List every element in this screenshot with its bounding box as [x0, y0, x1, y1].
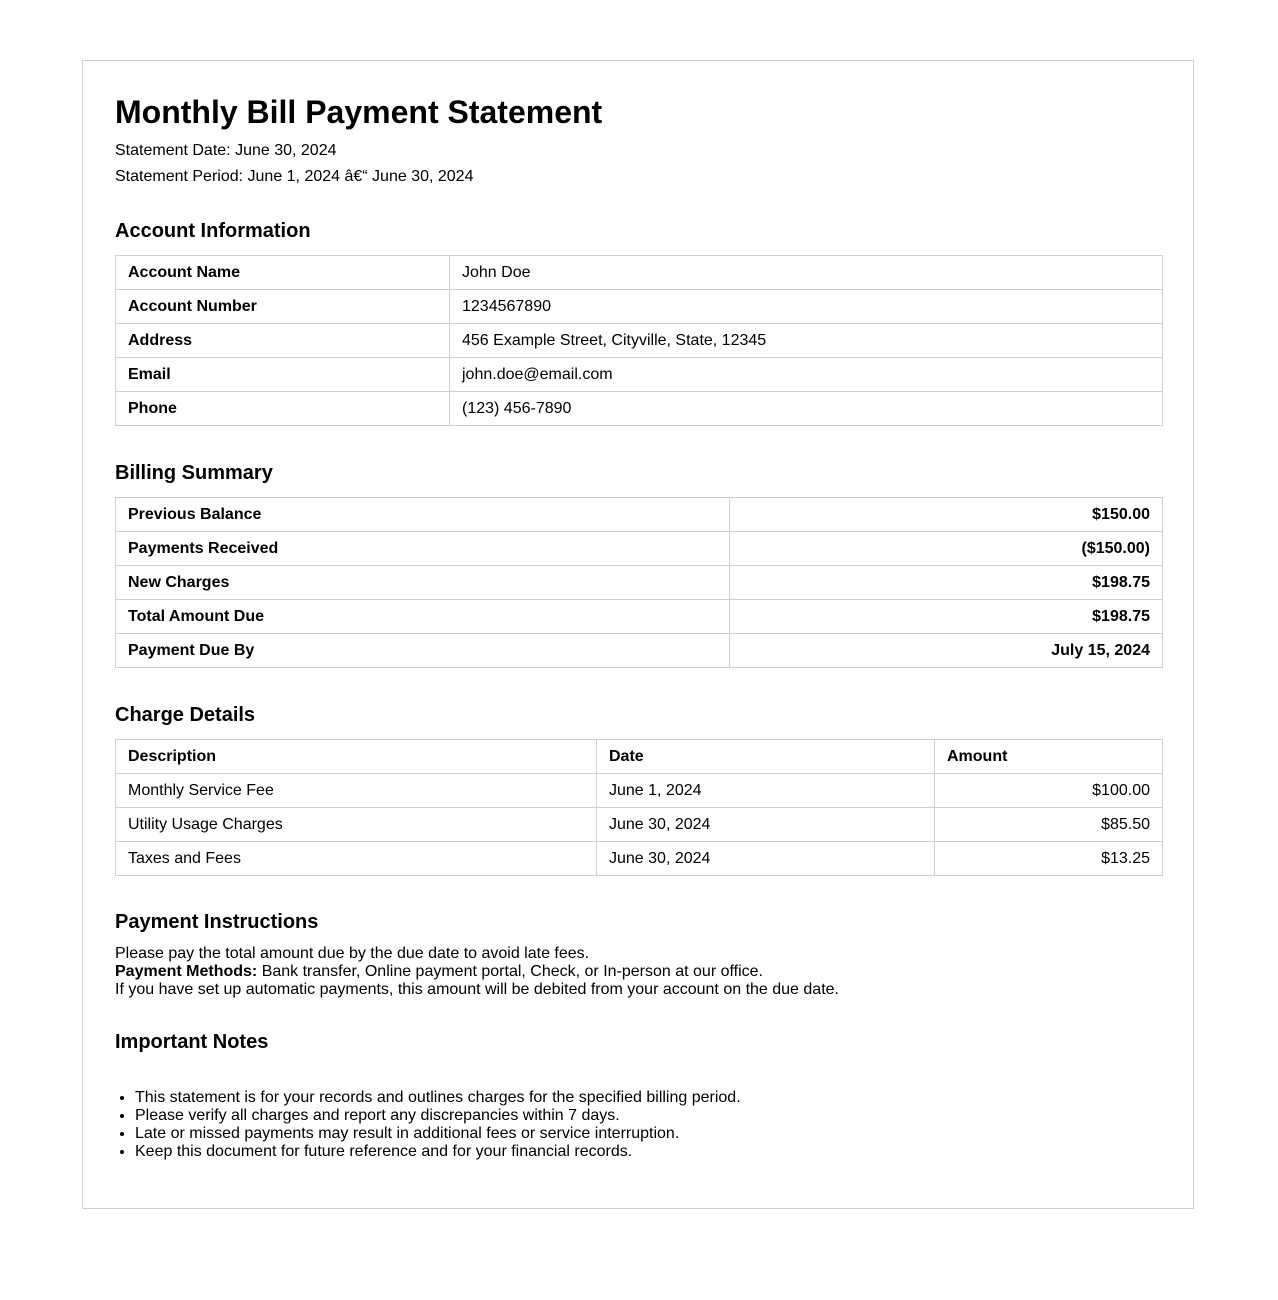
charge-date: June 1, 2024: [597, 774, 935, 808]
table-row: [116, 566, 1163, 600]
account-info-table: [115, 255, 1163, 426]
charge-date: June 30, 2024: [597, 842, 935, 876]
statement-date: Statement Date: June 30, 2024: [115, 142, 337, 159]
column-header-amount: Amount: [935, 740, 1163, 774]
payment-due-by-value: July 15, 2024: [730, 634, 1163, 668]
table-row: [116, 808, 1163, 842]
charge-date: June 30, 2024: [597, 808, 935, 842]
charge-details-heading: Charge Details: [115, 704, 256, 726]
table-row: [116, 358, 1163, 392]
phone-label: Phone: [116, 392, 450, 426]
important-notes-heading: Important Notes: [115, 1031, 269, 1053]
list-item: • This statement is for your records and outlines charges for the specified billing period.: [135, 1089, 741, 1107]
email-label: Email: [116, 358, 450, 392]
charge-details-table: [115, 739, 1163, 876]
table-row: [116, 290, 1163, 324]
table-row: [116, 392, 1163, 426]
address-value: 456 Example Street, Cityville, State, 12345: [450, 324, 1163, 358]
page-title: Monthly Bill Payment Statement: [115, 94, 603, 130]
column-header-description: Description: [116, 740, 597, 774]
payment-methods-text: Bank transfer, Online payment portal, Check, or In-person at our office.: [257, 963, 763, 980]
list-item: • Keep this document for future reference and for your financial records.: [135, 1143, 741, 1161]
email-value: john.doe@email.com: [450, 358, 1163, 392]
table-row: [116, 634, 1163, 668]
new-charges-value: $198.75: [730, 566, 1163, 600]
table-row: [116, 842, 1163, 876]
instructions-line-1: Please pay the total amount due by the due date to avoid late fees.: [115, 945, 590, 962]
important-notes-list: [115, 1089, 741, 1161]
charge-description: Utility Usage Charges: [116, 808, 597, 842]
instructions-line-2: [115, 963, 839, 981]
address-label: Address: [116, 324, 450, 358]
statement-page: [82, 60, 1194, 1209]
instructions-line-3: If you have set up automatic payments, this amount will be debited from your account on the due date.: [115, 981, 839, 998]
previous-balance-value: $150.00: [730, 498, 1163, 532]
list-item: • Please verify all charges and report any discrepancies within 7 days.: [135, 1107, 741, 1125]
list-item: • Late or missed payments may result in additional fees or service interruption.: [135, 1125, 741, 1143]
account-number-value: 1234567890: [450, 290, 1163, 324]
column-header-date: Date: [597, 740, 935, 774]
phone-value: (123) 456-7890: [450, 392, 1163, 426]
payment-instructions-heading: Payment Instructions: [115, 911, 319, 933]
account-number-label: Account Number: [116, 290, 450, 324]
table-row: [116, 256, 1163, 290]
payment-methods-label: Payment Methods:: [115, 963, 258, 980]
account-name-value: John Doe: [450, 256, 1163, 290]
table-row: [116, 324, 1163, 358]
charge-description: Taxes and Fees: [116, 842, 597, 876]
previous-balance-label: Previous Balance: [116, 498, 730, 532]
payment-due-by-label: Payment Due By: [116, 634, 730, 668]
billing-summary-heading: Billing Summary: [115, 462, 273, 484]
charge-amount: $85.50: [935, 808, 1163, 842]
billing-summary-table: [115, 497, 1163, 668]
table-row: [116, 600, 1163, 634]
charge-amount: $13.25: [935, 842, 1163, 876]
table-row: [116, 774, 1163, 808]
account-info-heading: Account Information: [115, 220, 311, 242]
payments-received-value: ($150.00): [730, 532, 1163, 566]
table-row: [116, 498, 1163, 532]
statement-period: Statement Period: June 1, 2024 â€“ June 30, 2024: [115, 168, 474, 185]
charge-amount: $100.00: [935, 774, 1163, 808]
new-charges-label: New Charges: [116, 566, 730, 600]
total-amount-due-label: Total Amount Due: [116, 600, 730, 634]
payment-instructions: [115, 945, 839, 999]
account-name-label: Account Name: [116, 256, 450, 290]
table-header-row: [116, 740, 1163, 774]
charge-description: Monthly Service Fee: [116, 774, 597, 808]
table-row: [116, 532, 1163, 566]
total-amount-due-value: $198.75: [730, 600, 1163, 634]
payments-received-label: Payments Received: [116, 532, 730, 566]
